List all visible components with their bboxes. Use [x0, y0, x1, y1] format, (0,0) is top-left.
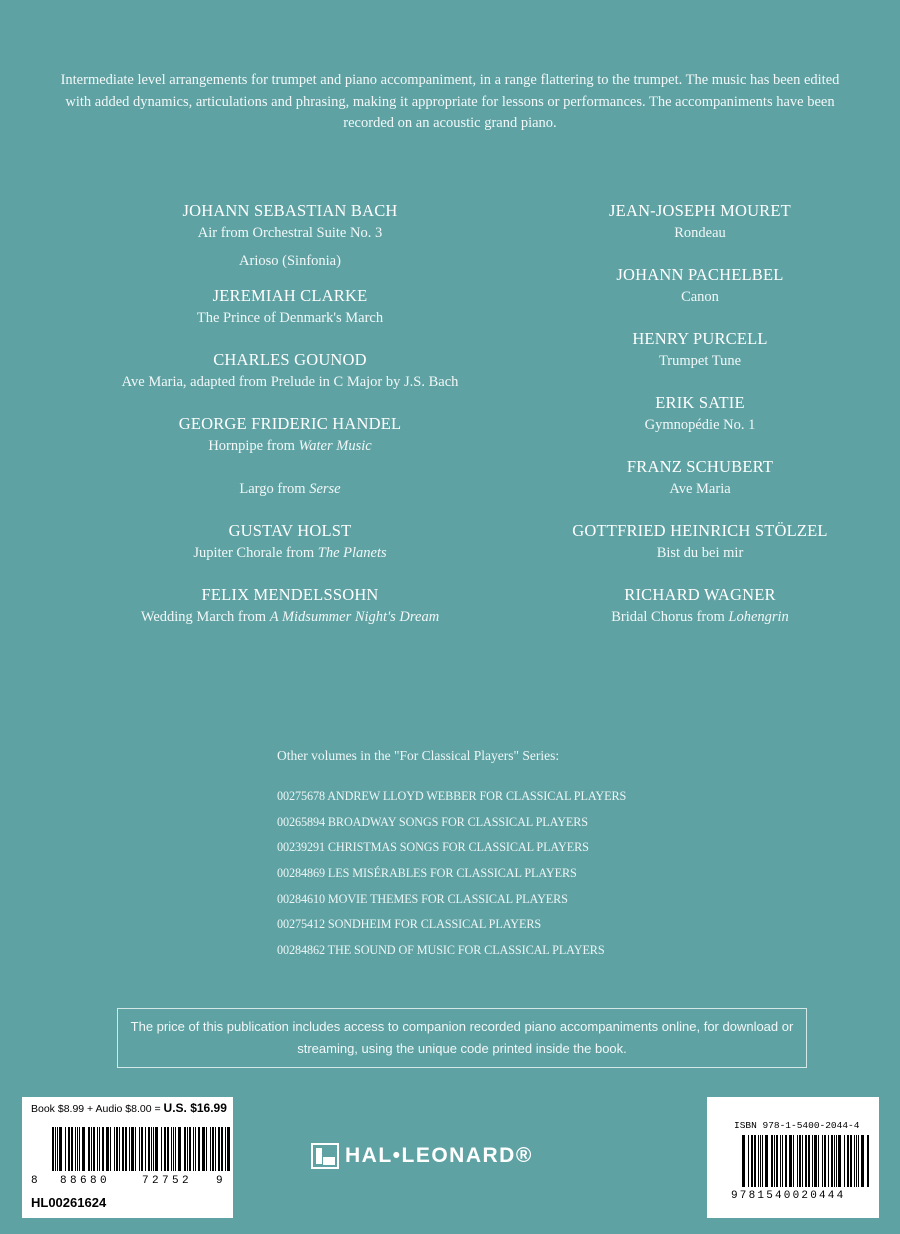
barcode-bar: [59, 1127, 62, 1171]
hal-leonard-logo: [311, 1141, 601, 1171]
barcode-bar: [68, 1127, 70, 1171]
composer-name: JEAN-JOSEPH MOURET: [609, 201, 791, 220]
barcode-bar: [153, 1127, 154, 1171]
barcode-bar: [227, 1127, 230, 1171]
work-title-italic: Water Music: [298, 438, 372, 454]
composer-entry: [520, 200, 880, 244]
work-title-text: Hornpipe from: [208, 438, 295, 454]
isbn-digits: 9781540020444: [731, 1190, 846, 1202]
list-item: 00284862 THE SOUND OF MUSIC FOR CLASSICAL PLAYERS: [277, 943, 605, 958]
barcode-bar: [758, 1135, 759, 1187]
composer-name: CHARLES GOUNOD: [213, 350, 367, 369]
list-item: 00275678 ANDREW LLOYD WEBBER FOR CLASSICAL PLAYERS: [277, 789, 627, 803]
barcode-bar: [161, 1127, 162, 1171]
list-item: 00284610 MOVIE THEMES FOR CLASSICAL PLAYERS: [277, 891, 568, 906]
barcode-bar: [218, 1127, 220, 1171]
barcode-bar: [91, 1127, 92, 1171]
barcode-bar: [808, 1135, 810, 1187]
composer-name: GUSTAV HOLST: [228, 521, 352, 540]
work-title: [40, 542, 540, 564]
description-paragraph: Intermediate level arrangements for trumpet and piano accompaniment, in a range flattering to the trumpet. The music has been edited with added dynamics, articulations and phrasing, making it appropriate for lessons or performances. The accompaniments have been recorded on an acoustic grand piano.: [60, 72, 840, 131]
publisher-name: HAL•LEONARD®: [345, 1144, 533, 1167]
barcode-bar: [75, 1127, 76, 1171]
product-code: HL00261624: [31, 1195, 107, 1210]
composer-entry: [520, 328, 880, 372]
barcode-bar: [195, 1127, 196, 1171]
barcode-bar: [858, 1135, 859, 1187]
list-item: 00239291 CHRISTMAS SONGS FOR CLASSICAL PLAYERS: [277, 840, 589, 855]
work-title-italic: The Planets: [317, 545, 387, 561]
work-title: Air from Orchestral Suite No. 3: [197, 225, 383, 241]
barcode-bar: [210, 1127, 211, 1171]
composer-entry: [40, 200, 540, 272]
barcode-bar: [173, 1127, 174, 1171]
price-breakdown: Book $8.99 + Audio $8.00 =: [31, 1103, 161, 1115]
barcode-bar: [780, 1135, 781, 1187]
barcode-bar: [836, 1135, 837, 1187]
barcode-bar: [114, 1127, 115, 1171]
barcode-bar: [79, 1127, 80, 1171]
barcode-bar: [164, 1127, 166, 1171]
barcode-bar: [854, 1135, 855, 1187]
isbn-barcode-box: [707, 1097, 879, 1218]
series-list: [277, 748, 837, 964]
barcode-bar: [102, 1127, 104, 1171]
barcode-bar: [131, 1127, 134, 1171]
work-title-text: Largo from: [239, 481, 306, 497]
barcode-bar: [818, 1135, 819, 1187]
work-title: Ave Maria: [669, 481, 731, 497]
work-title: [40, 606, 540, 628]
composer-entry: [520, 392, 880, 436]
work-title-text: Jupiter Chorale from: [193, 545, 315, 561]
upc-digits-right: 72752: [142, 1175, 193, 1187]
barcode-bar: [844, 1135, 845, 1187]
work-title: The Prince of Denmark's March: [196, 310, 384, 326]
barcode-bar: [856, 1135, 857, 1187]
barcode-bar: [151, 1127, 152, 1171]
barcode-bar: [215, 1127, 216, 1171]
barcode-bar: [88, 1127, 90, 1171]
barcode-bar: [861, 1135, 864, 1187]
isbn-barcode: [742, 1135, 872, 1187]
barcode-bar: [52, 1127, 54, 1171]
upc-barcode: [52, 1127, 232, 1171]
barcode-bar: [771, 1135, 773, 1187]
series-heading: Other volumes in the "For Classical Players" Series:: [277, 748, 560, 763]
work-title-text: Bridal Chorus from: [611, 609, 725, 625]
barcode-bar: [765, 1135, 768, 1187]
barcode-bar: [145, 1127, 146, 1171]
barcode-bar: [198, 1127, 200, 1171]
composer-entry: [40, 285, 540, 329]
composer-name: GOTTFRIED HEINRICH STÖLZEL: [572, 521, 828, 540]
composer-name: GEORGE FRIDERIC HANDEL: [178, 414, 402, 433]
list-item: 00265894 BROADWAY SONGS FOR CLASSICAL PLAYERS: [277, 814, 588, 829]
barcode-bar: [65, 1127, 66, 1171]
barcode-bar: [77, 1127, 78, 1171]
barcode-bar: [838, 1135, 841, 1187]
barcode-bar: [805, 1135, 807, 1187]
barcode-bar: [748, 1135, 749, 1187]
barcode-bar: [99, 1127, 100, 1171]
barcode-bar: [55, 1127, 56, 1171]
work-title-italic: A Midsummer Night's Dream: [269, 609, 440, 625]
work-title: Arioso (Sinfonia): [239, 253, 341, 269]
barcode-bar: [834, 1135, 835, 1187]
work-title: Gymnopédie No. 1: [644, 417, 756, 433]
barcode-bar: [814, 1135, 817, 1187]
barcode-bar: [175, 1127, 176, 1171]
barcode-bar: [742, 1135, 745, 1187]
barcode-bar: [119, 1127, 120, 1171]
composer-name: JOHANN SEBASTIAN BACH: [182, 201, 398, 220]
barcode-bar: [93, 1127, 95, 1171]
list-item: 00284869 LES MISÉRABLES FOR CLASSICAL PLAYERS: [277, 866, 577, 881]
barcode-bar: [812, 1135, 813, 1187]
work-title-italic: Lohengrin: [728, 609, 789, 625]
barcode-bar: [774, 1135, 775, 1187]
barcode-bar: [824, 1135, 826, 1187]
composer-name: RICHARD WAGNER: [624, 585, 776, 604]
upc-digit-last: 9: [216, 1175, 227, 1187]
work-title-text: Wedding March from: [140, 609, 267, 625]
price-text: [31, 1101, 227, 1115]
barcode-bar: [167, 1127, 169, 1171]
composer-entry: [520, 584, 880, 628]
work-title-italic: Serse: [309, 481, 341, 497]
composer-name: ERIK SATIE: [655, 393, 745, 412]
composer-entry: [520, 264, 880, 308]
barcode-bar: [751, 1135, 753, 1187]
barcode-bar: [202, 1127, 205, 1171]
barcode-bar: [760, 1135, 761, 1187]
barcode-bar: [106, 1127, 109, 1171]
contents-left-column: [40, 200, 540, 628]
barcode-bar: [831, 1135, 833, 1187]
barcode-bar: [762, 1135, 763, 1187]
composer-entry: [40, 584, 540, 628]
barcode-bar: [184, 1127, 186, 1171]
composer-name: JEREMIAH CLARKE: [212, 286, 368, 305]
composer-entry: [40, 349, 540, 393]
work-title: Bist du bei mir: [656, 545, 744, 561]
work-title: Trumpet Tune: [658, 353, 742, 369]
composer-entry: [520, 520, 880, 564]
work-title: [520, 606, 880, 628]
composer-name: HENRY PURCELL: [632, 329, 768, 348]
barcode-bar: [193, 1127, 194, 1171]
barcode-bar: [799, 1135, 801, 1187]
composer-name: JOHANN PACHELBEL: [616, 265, 784, 284]
barcode-bar: [187, 1127, 188, 1171]
barcode-bar: [822, 1135, 823, 1187]
barcode-bar: [178, 1127, 181, 1171]
barcode-bar: [129, 1127, 130, 1171]
barcode-bar: [116, 1127, 118, 1171]
composer-entry: [40, 413, 540, 500]
upc-digit-first: 8: [31, 1175, 42, 1187]
barcode-bar: [148, 1127, 150, 1171]
work-title: [40, 478, 540, 500]
barcode-bar: [776, 1135, 778, 1187]
barcode-bar: [785, 1135, 787, 1187]
work-title: Canon: [681, 289, 719, 305]
barcode-bar: [847, 1135, 849, 1187]
composer-name: FELIX MENDELSSOHN: [201, 585, 379, 604]
work-title: Rondeau: [674, 225, 726, 241]
barcode-bar: [171, 1127, 172, 1171]
barcode-bar: [850, 1135, 852, 1187]
work-title: [40, 435, 540, 457]
barcode-bar: [225, 1127, 226, 1171]
barcode-bar: [110, 1127, 111, 1171]
composer-name: FRANZ SCHUBERT: [626, 457, 774, 476]
barcode-bar: [155, 1127, 158, 1171]
barcode-bar: [754, 1135, 756, 1187]
barcode-bar: [71, 1127, 73, 1171]
barcode-bar: [57, 1127, 58, 1171]
barcode-bar: [212, 1127, 214, 1171]
list-item: 00275412 SONDHEIM FOR CLASSICAL PLAYERS: [277, 917, 542, 932]
composer-entry: [520, 456, 880, 500]
barcode-bar: [782, 1135, 783, 1187]
barcode-bar: [789, 1135, 792, 1187]
barcode-bar: [97, 1127, 98, 1171]
contents-right-column: [520, 200, 880, 628]
upc-digits-left: 88680: [60, 1175, 111, 1187]
audio-access-notice: The price of this publication includes access to companion recorded piano accompaniments online, for download or streaming, using the unique code printed inside the book.: [117, 1008, 807, 1068]
barcode-bar: [141, 1127, 143, 1171]
barcode-bar: [828, 1135, 829, 1187]
barcode-bar: [802, 1135, 803, 1187]
work-title: Ave Maria, adapted from Prelude in C Major by J.S. Bach: [121, 374, 459, 390]
barcode-bar: [867, 1135, 869, 1187]
barcode-bar: [125, 1127, 127, 1171]
isbn-label: ISBN 978-1-5400-2044-4: [734, 1120, 860, 1131]
price-total: U.S. $16.99: [163, 1101, 227, 1115]
hal-leonard-logo-icon: [311, 1143, 339, 1169]
price-barcode-box: [22, 1097, 233, 1218]
barcode-bar: [797, 1135, 798, 1187]
barcode-bar: [122, 1127, 124, 1171]
barcode-bar: [221, 1127, 223, 1171]
barcode-bar: [206, 1127, 207, 1171]
barcode-bar: [135, 1127, 136, 1171]
barcode-bar: [793, 1135, 794, 1187]
barcode-bar: [139, 1127, 140, 1171]
barcode-bar: [189, 1127, 191, 1171]
composer-entry: [40, 520, 540, 564]
barcode-bar: [82, 1127, 85, 1171]
